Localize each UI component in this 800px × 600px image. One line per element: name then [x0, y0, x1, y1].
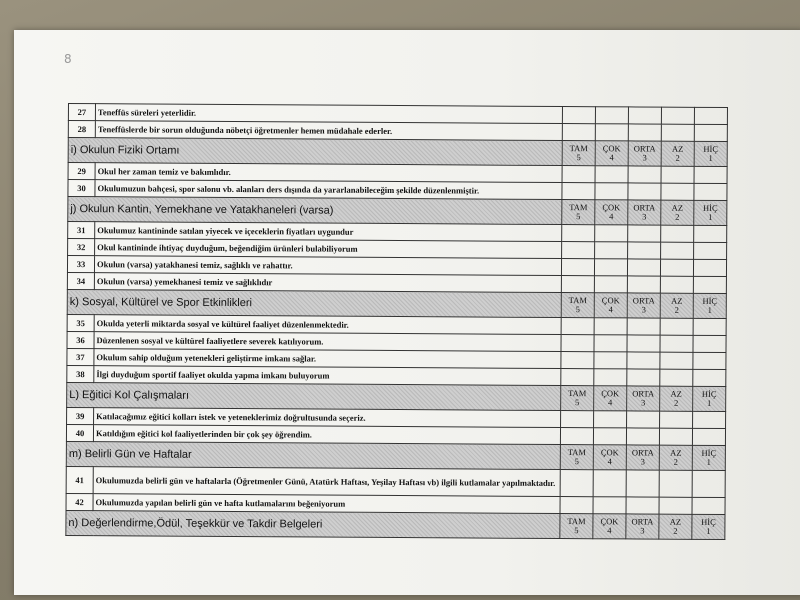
rating-cell[interactable] [659, 470, 692, 497]
rating-score: 1 [708, 211, 713, 222]
rating-header [694, 141, 727, 166]
rating-header [628, 141, 661, 166]
rating-score: 2 [674, 304, 679, 315]
rating-score: 2 [674, 397, 679, 408]
rating-header [562, 200, 595, 225]
rating-label: AZ [669, 516, 682, 527]
rating-header [594, 293, 627, 318]
rating-cell[interactable] [628, 166, 661, 183]
rating-score: 4 [608, 397, 613, 408]
rating-header [595, 200, 628, 225]
rating-score: 2 [675, 152, 680, 163]
rating-label: ORTA [631, 516, 654, 527]
rating-cell[interactable] [627, 335, 660, 352]
page-number: 8 [64, 52, 72, 66]
rating-cell[interactable] [594, 369, 627, 386]
question-number: 32 [68, 239, 95, 256]
question-number: 28 [68, 121, 95, 138]
rating-cell[interactable] [660, 352, 693, 369]
rating-cell[interactable] [561, 335, 594, 352]
rating-label: ORTA [631, 447, 654, 458]
rating-label: ÇOK [600, 447, 619, 458]
rating-cell[interactable] [562, 124, 595, 141]
rating-label: AZ [672, 143, 684, 154]
rating-cell[interactable] [660, 318, 693, 335]
rating-header [661, 200, 694, 225]
rating-cell[interactable] [693, 259, 726, 276]
rating-cell[interactable] [660, 411, 693, 428]
rating-header [627, 386, 660, 411]
rating-cell[interactable] [693, 318, 726, 335]
rating-score: 1 [706, 525, 711, 536]
rating-cell[interactable] [594, 411, 627, 428]
rating-score: 5 [574, 456, 579, 467]
question-text: Okulum sahip olduğum yetenekleri geliştirme imkanı sağlar. [94, 349, 561, 369]
section-title: j) Okulun Kantin, Yemekhane ve Yatakhaneleri (varsa) [68, 197, 562, 225]
question-text: İlgi duyduğum sportif faaliyet okulda yapma imkanı buluyorum [94, 366, 561, 386]
rating-cell[interactable] [595, 242, 628, 259]
rating-cell[interactable] [593, 470, 626, 497]
question-number: 34 [67, 272, 94, 289]
rating-cell[interactable] [694, 166, 727, 183]
rating-score: 3 [642, 211, 647, 222]
rating-score: 1 [707, 304, 712, 315]
rating-label: ÇOK [602, 143, 621, 154]
rating-cell[interactable] [562, 183, 595, 200]
question-text: Okulumuzda yapılan belirli gün ve hafta kutlamalarını beğeniyorum [93, 494, 560, 514]
rating-cell[interactable] [562, 242, 595, 259]
question-text: Okulun (varsa) yemekhanesi temiz ve sağlıklıdır [94, 273, 561, 293]
question-text: Okulumuz kantininde satılan yiyecek ve içeceklerin fiyatları uygundur [95, 222, 562, 242]
rating-cell[interactable] [560, 470, 593, 497]
rating-cell[interactable] [661, 107, 694, 124]
rating-cell[interactable] [561, 318, 594, 335]
rating-cell[interactable] [661, 242, 694, 259]
rating-cell[interactable] [595, 124, 628, 141]
rating-cell[interactable] [562, 225, 595, 242]
rating-label: TAM [567, 516, 586, 527]
rating-cell[interactable] [660, 259, 693, 276]
rating-cell[interactable] [692, 470, 725, 497]
rating-label: TAM [567, 447, 587, 458]
rating-cell[interactable] [660, 369, 693, 386]
rating-label: HİÇ [703, 143, 719, 154]
rating-score: 3 [640, 456, 645, 467]
rating-score: 2 [673, 525, 678, 536]
rating-cell[interactable] [694, 225, 727, 242]
rating-label: ORTA [632, 295, 655, 306]
question-number: 41 [66, 466, 93, 493]
question-text: Okul her zaman temiz ve bakımlıdır. [95, 163, 562, 183]
rating-label: ÇOK [601, 388, 620, 399]
rating-cell[interactable] [659, 428, 692, 445]
rating-cell[interactable] [627, 318, 660, 335]
rating-header [561, 386, 594, 411]
rating-cell[interactable] [561, 352, 594, 369]
rating-cell[interactable] [628, 242, 661, 259]
rating-header [660, 293, 693, 318]
rating-score: 5 [576, 152, 581, 163]
rating-label: HİÇ [702, 295, 718, 306]
question-text: Katıldığım eğitici kol faaliyetlerinden bir çok şey öğrendim. [93, 425, 560, 445]
section-title: m) Belirli Gün ve Haftalar [66, 441, 560, 469]
question-number: 30 [68, 180, 95, 197]
rating-header [661, 141, 694, 166]
rating-header [593, 445, 626, 470]
rating-score: 5 [575, 397, 580, 408]
rating-header [595, 141, 628, 166]
question-number: 39 [67, 407, 94, 424]
question-number: 37 [67, 348, 94, 365]
question-number: 31 [68, 222, 95, 239]
question-text: Düzenlenen sosyal ve kültürel faaliyetlere severek katılıyorum. [94, 332, 561, 352]
section-title: i) Okulun Fiziki Ortamı [68, 138, 562, 166]
question-number: 33 [67, 256, 94, 273]
rating-header [693, 386, 726, 411]
rating-score: 3 [642, 152, 647, 163]
rating-label: ORTA [633, 202, 656, 213]
rating-score: 3 [640, 525, 645, 536]
rating-header [593, 514, 626, 539]
rating-label: AZ [671, 295, 683, 306]
rating-header [694, 200, 727, 225]
rating-score: 5 [575, 304, 580, 315]
rating-score: 4 [609, 211, 614, 222]
question-text: Okulun (varsa) yatakhanesi temiz, sağlıklı ve rahattır. [94, 256, 561, 276]
rating-cell[interactable] [594, 318, 627, 335]
rating-cell[interactable] [661, 183, 694, 200]
rating-cell[interactable] [661, 225, 694, 242]
rating-cell[interactable] [628, 107, 661, 124]
rating-header [628, 200, 661, 225]
section-header-row [66, 510, 725, 539]
rating-label: TAM [569, 202, 588, 213]
question-text: Okulumuzun bahçesi, spor salonu vb. alanları ders dışında da yararlanabileceğim şekilde düzenlenmiştir. [95, 180, 562, 200]
rating-cell[interactable] [627, 276, 660, 293]
rating-cell[interactable] [661, 166, 694, 183]
rating-cell[interactable] [692, 497, 725, 514]
rating-label: TAM [569, 143, 588, 154]
question-number: 38 [67, 365, 94, 382]
rating-score: 1 [706, 456, 711, 467]
rating-score: 1 [707, 397, 712, 408]
rating-cell[interactable] [627, 369, 660, 386]
rating-cell[interactable] [594, 352, 627, 369]
rating-cell[interactable] [694, 107, 727, 124]
rating-cell[interactable] [595, 225, 628, 242]
question-number: 27 [68, 104, 95, 121]
question-row [66, 466, 725, 497]
rating-cell[interactable] [593, 497, 626, 514]
rating-score: 5 [576, 211, 581, 222]
rating-cell[interactable] [561, 259, 594, 276]
rating-cell[interactable] [593, 428, 626, 445]
rating-cell[interactable] [562, 107, 595, 124]
rating-cell[interactable] [628, 183, 661, 200]
rating-cell[interactable] [660, 335, 693, 352]
rating-cell[interactable] [561, 276, 594, 293]
rating-cell[interactable] [627, 352, 660, 369]
question-number: 40 [66, 424, 93, 441]
rating-header [692, 514, 725, 539]
survey-table [65, 103, 728, 540]
question-number: 29 [68, 163, 95, 180]
rating-cell[interactable] [561, 411, 594, 428]
rating-label: ÇOK [600, 516, 619, 527]
rating-header [562, 141, 595, 166]
rating-cell[interactable] [693, 335, 726, 352]
rating-label: ORTA [632, 388, 655, 399]
rating-score: 5 [574, 525, 579, 536]
rating-cell[interactable] [595, 166, 628, 183]
rating-label: AZ [670, 388, 682, 399]
section-title: n) Değerlendirme,Ödül, Teşekkür ve Takdir Belgeleri [66, 510, 560, 538]
rating-cell[interactable] [692, 428, 725, 445]
rating-score: 1 [708, 152, 713, 163]
rating-cell[interactable] [626, 497, 659, 514]
rating-score: 3 [641, 304, 646, 315]
rating-label: HİÇ [701, 516, 716, 527]
rating-cell[interactable] [693, 369, 726, 386]
section-title: L) Eğitici Kol Çalışmaları [67, 382, 561, 410]
rating-cell[interactable] [693, 411, 726, 428]
question-number: 35 [67, 314, 94, 331]
rating-score: 4 [607, 456, 612, 467]
rating-cell[interactable] [561, 369, 594, 386]
rating-cell[interactable] [560, 428, 593, 445]
rating-header [560, 445, 593, 470]
question-text: Okulda yeterli miktarda sosyal ve kültürel faaliyet düzenlenmektedir. [94, 315, 561, 335]
rating-label: ÇOK [601, 295, 620, 306]
rating-header [626, 514, 659, 539]
rating-label: ÇOK [602, 202, 621, 213]
rating-label: HİÇ [701, 447, 717, 458]
rating-header [659, 514, 692, 539]
rating-cell[interactable] [595, 107, 628, 124]
rating-header [560, 514, 593, 539]
question-text: Teneffüslerde bir sorun olduğunda nöbetçi öğretmenler hemen müdahale ederler. [95, 121, 562, 141]
rating-header [660, 386, 693, 411]
rating-cell[interactable] [693, 276, 726, 293]
rating-cell[interactable] [626, 428, 659, 445]
section-title: k) Sosyal, Kültürel ve Spor Etkinlikleri [67, 289, 561, 317]
rating-header [693, 293, 726, 318]
rating-score: 4 [608, 304, 613, 315]
rating-cell[interactable] [627, 411, 660, 428]
question-text: Okulumuzda belirli gün ve haftalarla (Öğretmenler Günü, Atatürk Haftası, Yeşilay Haftası vb) ilgili kutlamalar yapılmaktadır. [93, 467, 560, 497]
rating-cell[interactable] [660, 276, 693, 293]
rating-score: 4 [607, 525, 612, 536]
rating-header [594, 386, 627, 411]
rating-label: AZ [670, 447, 682, 458]
rating-label: HİÇ [701, 388, 717, 399]
rating-header [692, 445, 725, 470]
question-text: Okul kantininde ihtiyaç duyduğum, beğendiğim ürünleri bulabiliyorum [95, 239, 562, 259]
rating-cell[interactable] [694, 183, 727, 200]
question-text: Teneffüs süreleri yeterlidir. [95, 104, 562, 124]
rating-cell[interactable] [659, 497, 692, 514]
rating-cell[interactable] [693, 352, 726, 369]
rating-label: TAM [568, 295, 587, 306]
rating-cell[interactable] [626, 470, 659, 497]
rating-score: 3 [641, 397, 646, 408]
rating-header [627, 293, 660, 318]
rating-header [659, 445, 692, 470]
rating-header [561, 293, 594, 318]
rating-cell[interactable] [594, 259, 627, 276]
rating-cell[interactable] [694, 242, 727, 259]
rating-cell[interactable] [562, 166, 595, 183]
rating-cell[interactable] [594, 276, 627, 293]
rating-label: HİÇ [703, 202, 718, 213]
rating-cell[interactable] [628, 124, 661, 141]
rating-score: 4 [609, 152, 614, 163]
rating-cell[interactable] [627, 259, 660, 276]
rating-cell[interactable] [628, 225, 661, 242]
question-number: 42 [66, 493, 93, 510]
rating-cell[interactable] [560, 497, 593, 514]
rating-header [626, 445, 659, 470]
rating-cell[interactable] [595, 183, 628, 200]
rating-score: 2 [673, 456, 678, 467]
rating-cell[interactable] [694, 124, 727, 141]
question-number: 36 [67, 331, 94, 348]
rating-label: ORTA [633, 143, 656, 154]
rating-label: TAM [568, 388, 587, 399]
question-text: Katılacağımız eğitici kolları istek ve yeteneklerimiz doğrultusunda seçeriz. [94, 408, 561, 428]
rating-label: AZ [671, 202, 684, 213]
rating-cell[interactable] [594, 335, 627, 352]
rating-cell[interactable] [661, 124, 694, 141]
rating-score: 2 [675, 211, 680, 222]
